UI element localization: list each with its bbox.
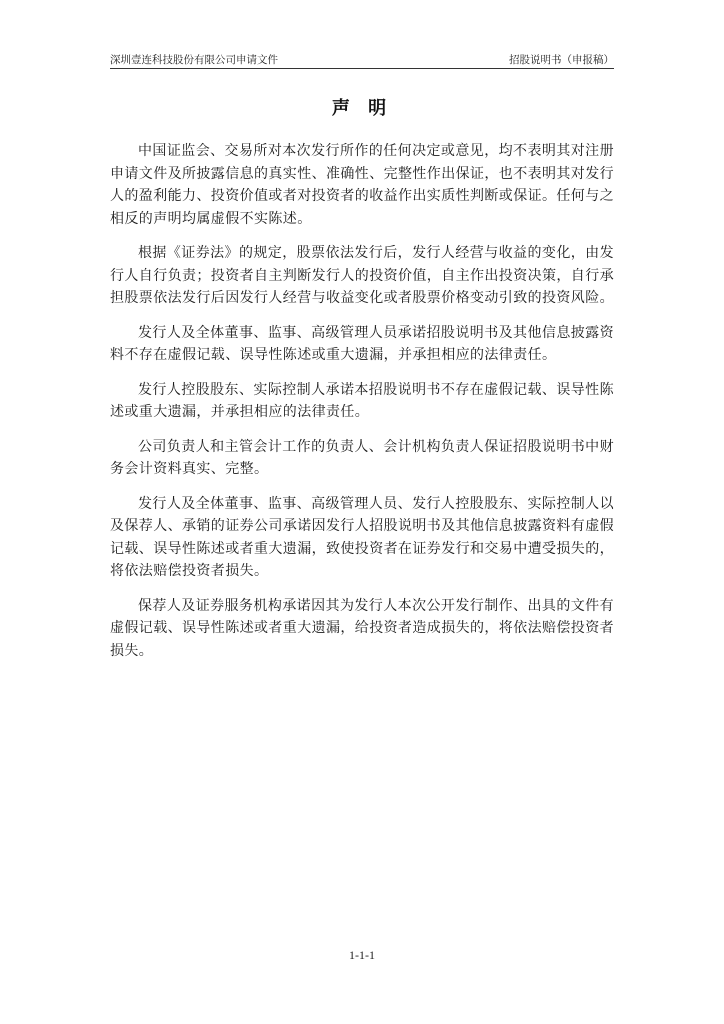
paragraph-directors-commitment: 发行人及全体董事、监事、高级管理人员承诺招股说明书及其他信息披露资料不存在虚假记载、误导性陈述或重大遗漏，并承担相应的法律责任。 xyxy=(110,324,614,363)
paragraph-csrc-disclaimer: 中国证监会、交易所对本次发行所作的任何决定或意见，均不表明其对注册申请文件及所披露信息的真实性、准确性、完整性作出保证，也不表明其对发行人的盈利能力、投资价值或者对投资者的收益作出实质性判断或保证。任何与之相反的声明均属虚假不实陈述。 xyxy=(110,143,614,227)
paragraph-controlling-shareholder: 发行人控股股东、实际控制人承诺本招股说明书不存在虚假记载、误导性陈述或重大遗漏，并承担相应的法律责任。 xyxy=(110,381,614,420)
paragraph-compensation-commitment: 发行人及全体董事、监事、高级管理人员、发行人控股股东、实际控制人以及保荐人、承销的证券公司承诺因发行人招股说明书及其他信息披露资料有虚假记载、误导性陈述或者重大遗漏，致使投资者在证券发行和交易中遭受损失的，将依法赔偿投资者损失。 xyxy=(110,495,614,579)
header-document-type: 招股说明书（申报稿） xyxy=(509,54,614,66)
paragraph-securities-law: 根据《证券法》的规定，股票依法发行后，发行人经营与收益的变化，由发行人自行负责；投资者自主判断发行人的投资价值，自主作出投资决策，自行承担股票依法发行后因发行人经营与收益变化或者股票价格变动引致的投资风险。 xyxy=(110,245,614,306)
paragraph-accounting-guarantee: 公司负责人和主管会计工作的负责人、会计机构负责人保证招股说明书中财务会计资料真实、完整。 xyxy=(110,438,614,477)
page-title: 声 明 xyxy=(331,98,393,119)
page-number: 1-1-1 xyxy=(349,948,375,962)
declaration-body xyxy=(110,140,614,674)
header-company-name: 深圳壹连科技股份有限公司申请文件 xyxy=(110,54,278,66)
page-header xyxy=(110,50,614,69)
paragraph-sponsor-commitment: 保荐人及证券服务机构承诺因其为发行人本次公开发行制作、出具的文件有虚假记载、误导性陈述或者重大遗漏，给投资者造成损失的，将依法赔偿投资者损失。 xyxy=(110,597,614,659)
